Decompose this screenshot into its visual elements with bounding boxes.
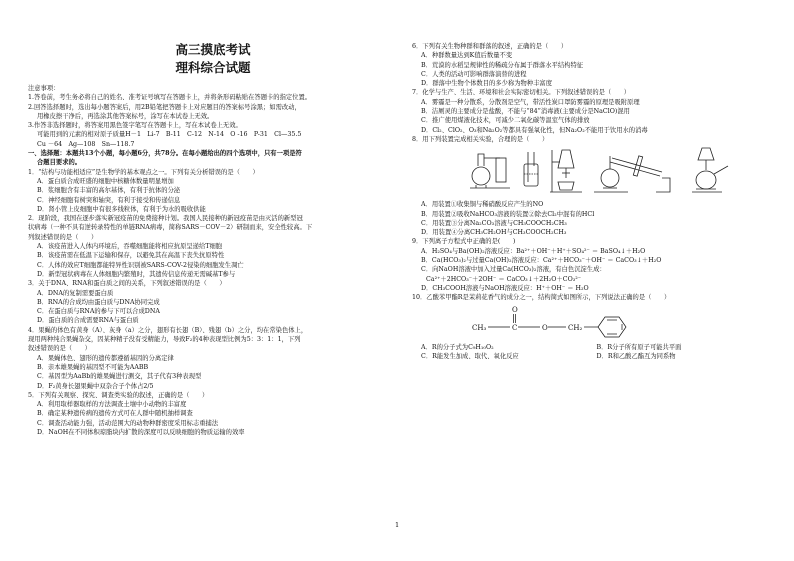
question-option: C．基因型为AaBb的雄果蝇进行测交，其子代有3种表现型 bbox=[37, 373, 202, 381]
question-option: C．向NaOH溶液中加入过量Ca(HCO₃)₂溶液，有白色沉淀生成： bbox=[421, 266, 606, 274]
question-stem: 2．现阶段，我国在逐步落实新冠疫苗的免费接种计划。我国人民接种的新冠疫苗是由灭活的新型冠 bbox=[28, 215, 303, 223]
note-line: 可能用到的元素的相对原子质量H－1 Li-7 B-11 C-12 N-14 O -16 P-31 Cl—35.5 bbox=[37, 131, 302, 139]
question-option: A．利用取样器取样的方法调查土壤中小动物的丰富度 bbox=[37, 401, 187, 409]
structure-ch2: CH₂ bbox=[568, 323, 583, 332]
apparatus-5 bbox=[692, 148, 728, 192]
question-stem: 叙述错误的是（ ） bbox=[28, 345, 91, 353]
question-option: C．人体的效应T细胞都能特异性识别被SARS-COV-2侵染的细胞发生凋亡 bbox=[37, 261, 244, 269]
note-line: 2.回答选择题时，选出每小题答案后，用2B铅笔把答题卡上对应题目的答案标号涂黑；如需改动， bbox=[28, 103, 301, 111]
apparatus-2 bbox=[524, 152, 538, 186]
question-stem: 3．关于DNA、RNA和蛋白质之间的关系，下列叙述错误的是（ ） bbox=[28, 280, 226, 288]
options-row bbox=[412, 343, 772, 352]
question-option: A．用装置①收集铜与稀硝酸反应产生的NO bbox=[421, 201, 544, 209]
question-option: D．用装置④分离CH₃CH₂OH与CH₃COOCH₂CH₃ bbox=[421, 229, 567, 237]
question-option: B．浆细胞含有丰富的高尔基体，有利于抗体的分泌 bbox=[37, 187, 181, 195]
structure-drawing bbox=[472, 305, 652, 341]
question-option: C．在蛋白质与RNA的参与下可以合成DNA bbox=[37, 308, 160, 316]
question-option: C．调查活动能力强，活动范围大的动物种群密度采用标志重捕法 bbox=[37, 419, 219, 427]
left-column bbox=[28, 42, 398, 437]
question-stem: 4．果蝇的体色有黄身（A）、灰身（a）之分，翅形有长翅（B）、残翅（b）之分，均在常染色体上， bbox=[28, 326, 308, 334]
question-option-cont: Ca²⁺＋2HCO₃⁻＋2OH⁻ ＝ CaCO₃↓＋2H₂O＋CO₃²⁻ bbox=[426, 275, 582, 283]
question-stem: 10．乙酸苯甲酯R是茉莉花香气的成分之一，结构简式如图所示，下列说法正确的是（ ） bbox=[412, 294, 671, 302]
question-option: B．该疫苗需在低温下运输和保存，以避免其在高温下丧失抗原特性 bbox=[37, 252, 225, 260]
question-option: D．肾小管上皮细胞中有很多线粒体，有利于为水的吸收供能 bbox=[37, 205, 206, 213]
question-option: D．CH₃COOH溶液与NaOH溶液反应：H⁺＋OH⁻ ＝ H₂O bbox=[421, 284, 589, 292]
question-option: B．RNA的合成均由蛋白质与DNA协同完成 bbox=[37, 298, 160, 306]
section-heading: 一、选择题：本题共13个小题，每小题6分，共78分。在每小题给出的四个选项中，只有一项是符 bbox=[28, 150, 302, 158]
question-option: C．神经细胞有树突和轴突，有利于接受和传递信息 bbox=[37, 196, 181, 204]
question-option: C．人类的活动可影响群落演替的进程 bbox=[421, 70, 527, 78]
question-option: A．R的分子式为C₉H₁₀O₂ bbox=[421, 343, 494, 351]
note-line: 3.作答非选择题时，将答案用黑色签字笔写在答题卡上，写在本试卷上无效。 bbox=[28, 122, 242, 130]
question-option: A．果蝇体色、翅形的遗传都遵循基因的分离定律 bbox=[37, 354, 174, 362]
question-option: C．用装置③分离Na₂CO₃溶液与CH₃COOCH₂CH₃ bbox=[421, 219, 567, 227]
note-line: Cu －64 Ag—108 Sn—118.7 bbox=[37, 140, 135, 148]
apparatus-4 bbox=[594, 156, 670, 192]
question-option: D．R和乙酸乙酯互为同系物 bbox=[596, 352, 676, 360]
question-option: A．该疫苗进入人体内环境后，吞噬细胞能将相应抗原呈递给T细胞 bbox=[37, 243, 223, 251]
question-option: A．雾霾是一种分散系，分散剂是空气，带活性炭口罩防雾霾的原理是吸附原理 bbox=[421, 98, 640, 106]
question-option: D．Cl₂、ClO₂、O₃和Na₂O₂等都具有强氧化性，但Na₂O₂不能用于饮用水的消毒 bbox=[421, 126, 648, 134]
structure-ch3: CH₃ bbox=[472, 323, 487, 332]
structure-c: C bbox=[512, 323, 518, 332]
section-heading-cont: 合题目要求的。 bbox=[37, 159, 82, 167]
question-option: B．确定某种遗传病的遗传方式可在人群中随机抽样调查 bbox=[37, 410, 193, 418]
question-option: D．新型冠状病毒在人体细胞内繁殖时，其遗传信息传递无需碱基T参与 bbox=[37, 270, 236, 278]
question-option: B．用装置②吸收NaHCO₃溶液的装置②除去Cl₂中混有的HCl bbox=[421, 210, 595, 218]
question-option: A．H₂SO₄与Ba(OH)₂溶液反应：Ba²⁺＋OH⁻＋H⁺＋SO₄²⁻ ＝ BaSO₄↓＋H₂O bbox=[421, 247, 646, 255]
structure-o-top: O bbox=[512, 305, 518, 314]
options-row bbox=[412, 352, 772, 361]
question-option: D．NaOH在不同体积琼脂块内扩散的深度可以反映细胞的物质运输的效率 bbox=[37, 428, 245, 436]
question-option: B．荒漠的水稻呈规律性的稀疏分布属于群落水平结构特征 bbox=[421, 61, 584, 69]
question-stem: 状病毒（一种不具有逆转录特性的单链RNA病毒，简称SARS－COV－2）研制而来，安全性较高。下 bbox=[28, 224, 313, 232]
question-option: A．种群数量达到K值后数量不变 bbox=[421, 52, 513, 60]
question-stem: 6．下列有关生物种群和群落的叙述，正确的是（ ） bbox=[412, 43, 568, 50]
question-option: A．DNA的复制需要蛋白质 bbox=[37, 289, 114, 297]
question-option: D．蛋白质的合成需要RNA与蛋白质 bbox=[37, 317, 139, 325]
question-option: C．R能发生加成、取代、氧化反应 bbox=[421, 352, 519, 360]
notes-heading: 注意事项： bbox=[28, 85, 60, 92]
question-stem: 1．“结构与功能相适应”是生物学的基本观点之一。下列有关分析错误的是（ ） bbox=[28, 168, 259, 176]
question-option: B．Ca(HCO₃)₂与过量Ca(OH)₂溶液反应：Ca²⁺＋HCO₃⁻＋OH⁻ ＝ CaCO₃↓＋H₂O bbox=[421, 257, 662, 265]
question-stem: 8．用下列装置完成相关实验，合理的是（ ） bbox=[412, 135, 549, 143]
question-option: B．R分子所有原子可能共平面 bbox=[596, 343, 682, 351]
apparatus-3 bbox=[550, 150, 582, 192]
question-option: C．推广使用煤液化技术，可减少二氧化碳等温室气体的排放 bbox=[421, 117, 590, 125]
lab-apparatus-figure bbox=[470, 146, 740, 198]
question-option: D．群落中生物个体数目的多少称为物种丰富度 bbox=[421, 80, 552, 88]
question-stem: 列叙述错误的是（ ） bbox=[28, 233, 98, 241]
apparatus-drawing bbox=[470, 146, 740, 198]
note-line: 1.答卷前，考生务必将自己的姓名、准考证号填写在答题卡上，并将条形码粘贴在答题卡的指定位置。 bbox=[28, 94, 312, 102]
question-stem: 9．下列离子方程式中正确的是( ) bbox=[412, 238, 516, 246]
page-number: 1 bbox=[395, 521, 400, 529]
question-option: B．洁厕灵的主要成分是盐酸，不能与“84”消毒液(主要成分是NaClO)混用 bbox=[421, 108, 630, 116]
exam-title: 高三摸底考试 bbox=[175, 42, 251, 57]
right-column bbox=[412, 42, 772, 361]
question-stem: 7．化学与生产、生活、环境和社会实际密切相关。下列叙述错误的是（ ） bbox=[412, 89, 631, 97]
apparatus-1 bbox=[470, 154, 510, 188]
structure-o: O bbox=[542, 323, 548, 332]
question-stem: 5．下列有关观察、探究、调查类实验的叙述，正确的是（ ） bbox=[28, 391, 209, 399]
note-line: 用橡皮擦干净后，再选涂其他答案标号，涂写在本试卷上无效。 bbox=[37, 112, 214, 120]
question-stem: 现用两种纯合果蝇杂交，因某种精子没有受精能力，导致F₂的4种表现型比例为5：3：1：1，下列 bbox=[28, 336, 301, 344]
exam-subtitle: 理科综合试题 bbox=[175, 60, 251, 75]
question-option: B．亲本雄果蝇的基因型不可能为AABB bbox=[37, 363, 149, 371]
question-option: A．蛋白质合成旺盛的细胞中核糖体数量明显增加 bbox=[37, 177, 174, 185]
question-option: D．F₂黄身长翅果蝇中双杂合子个体占2/5 bbox=[37, 382, 154, 390]
molecule-structure bbox=[472, 305, 652, 341]
